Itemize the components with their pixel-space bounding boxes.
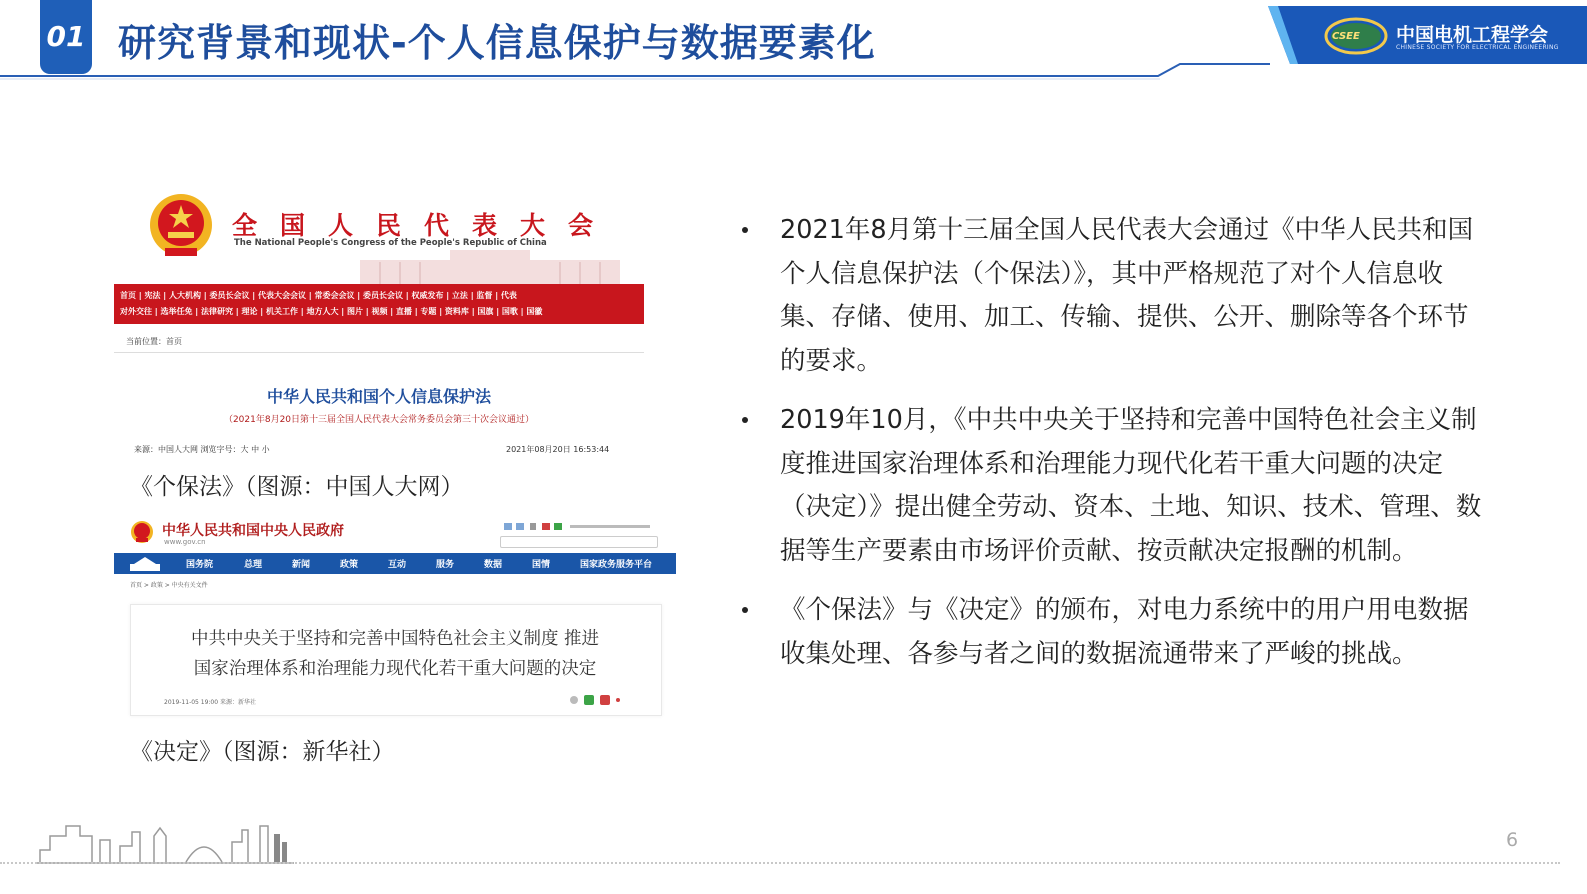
law-title: 中华人民共和国个人信息保护法 [266, 387, 491, 406]
gov-breadcrumb: 首页 > 政策 > 中央有关文件 [130, 582, 208, 589]
gov-search-input [500, 536, 658, 548]
gov-site-name: 中华人民共和国中央人民政府 [162, 523, 344, 539]
npc-divider [114, 352, 644, 353]
gov-nav-item: 互动 [388, 560, 407, 570]
tiananmen-icon [128, 555, 162, 572]
footer-divider [0, 862, 1560, 864]
gov-nav-item: 国务院 [186, 560, 214, 570]
bullet-item [742, 209, 1487, 383]
share-icons [568, 694, 624, 706]
bullet-text: 2021年8月第十三届全国人民代表大会通过《中华人民共和国个人信息保护法（个保法）》，其中严格规范了对个人信息收集、存储、使用、加工、传输、提供、公开、删除等各个环节的要求。 [780, 215, 1474, 376]
page-number: 6 [1506, 829, 1519, 851]
npc-breadcrumb: 当前位置：首页 [126, 337, 182, 346]
bullet-list [742, 209, 1487, 692]
figure2-caption: 《决定》（图源：新华社） [130, 739, 395, 765]
law-subtitle: （2021年8月20日第十三届全国人民代表大会常务委员会第三十次会议通过） [223, 415, 535, 425]
law-source: 来源：中国人大网 浏览字号：大 中 小 [134, 445, 270, 454]
society-name-en: CHINESE SOCIETY FOR ELECTRICAL ENGINEERING [1396, 44, 1559, 51]
section-number-badge: 01 [40, 0, 92, 74]
gov-site-url: www.gov.cn [164, 538, 206, 546]
bullet-text: 2019年10月，《中共中央关于坚持和完善中国特色社会主义制度推进国家治理体系和治理能力现代化若干重大问题的决定（决定）》提出健全劳动、资本、土地、知识、技术、管理、数据等生产要素由市场评价贡献、按贡献决定报酬的机制。 [780, 405, 1482, 566]
gov-emblem-icon [130, 520, 154, 544]
bullet-item [742, 589, 1487, 676]
gov-nav-item: 国家政务服务平台 [580, 560, 653, 570]
slide-title: 研究背景和现状-个人信息保护与数据要素化 [118, 21, 876, 65]
gov-toolbar-icons [504, 522, 654, 532]
gov-nav-item: 新闻 [292, 560, 311, 570]
society-name-cn: 中国电机工程学会 [1396, 24, 1549, 46]
city-skyline-icon [36, 806, 296, 866]
gov-nav-item: 政策 [340, 560, 359, 570]
gov-doc-meta: 2019-11-05 19:00 来源：新华社 [164, 699, 256, 706]
npc-site-name: 全国人民代表大会 [232, 211, 617, 240]
npc-nav-row-2: 对外交往 | 选举任免 | 法律研究 | 理论 | 机关工作 | 地方人大 | 图片 | 视频 | 直播 | 专题 | 资料库 | 国旗 | 国歌 | 国徽 [120, 307, 543, 316]
gov-nav-item: 服务 [436, 560, 455, 570]
csee-logo-icon: CSEE [1332, 31, 1360, 42]
gov-doc-title-line2: 国家治理体系和治理能力现代化若干重大问题的决定 [193, 659, 597, 679]
npc-site-name-en: The National People's Congress of the People's Republic of China [234, 238, 547, 248]
gov-nav-item: 数据 [484, 560, 503, 570]
bullet-dot-icon [742, 607, 748, 613]
law-date: 2021年08月20日 16:53:44 [506, 445, 610, 454]
great-hall-silhouette-icon [340, 246, 640, 284]
bullet-dot-icon [742, 417, 748, 423]
gov-doc-title [150, 624, 640, 684]
gov-doc-title-line1: 中共中央关于坚持和完善中国特色社会主义制度 推进 [190, 629, 600, 649]
gov-nav-item: 国情 [532, 560, 551, 570]
bullet-item [742, 399, 1487, 573]
national-emblem-icon [148, 192, 214, 260]
figure1-caption: 《个保法》（图源：中国人大网） [130, 474, 464, 500]
bullet-text: 《个保法》与《决定》的颁布，对电力系统中的用户用电数据收集处理、各参与者之间的数据流通带来了严峻的挑战。 [780, 595, 1469, 669]
bullet-dot-icon [742, 227, 748, 233]
npc-nav-row-1: 首页 | 宪法 | 人大机构 | 委员长会议 | 代表大会会议 | 常委会会议 | 委员长会议 | 权威发布 | 立法 | 监督 | 代表 [120, 291, 517, 300]
gov-nav-item: 总理 [244, 560, 263, 570]
